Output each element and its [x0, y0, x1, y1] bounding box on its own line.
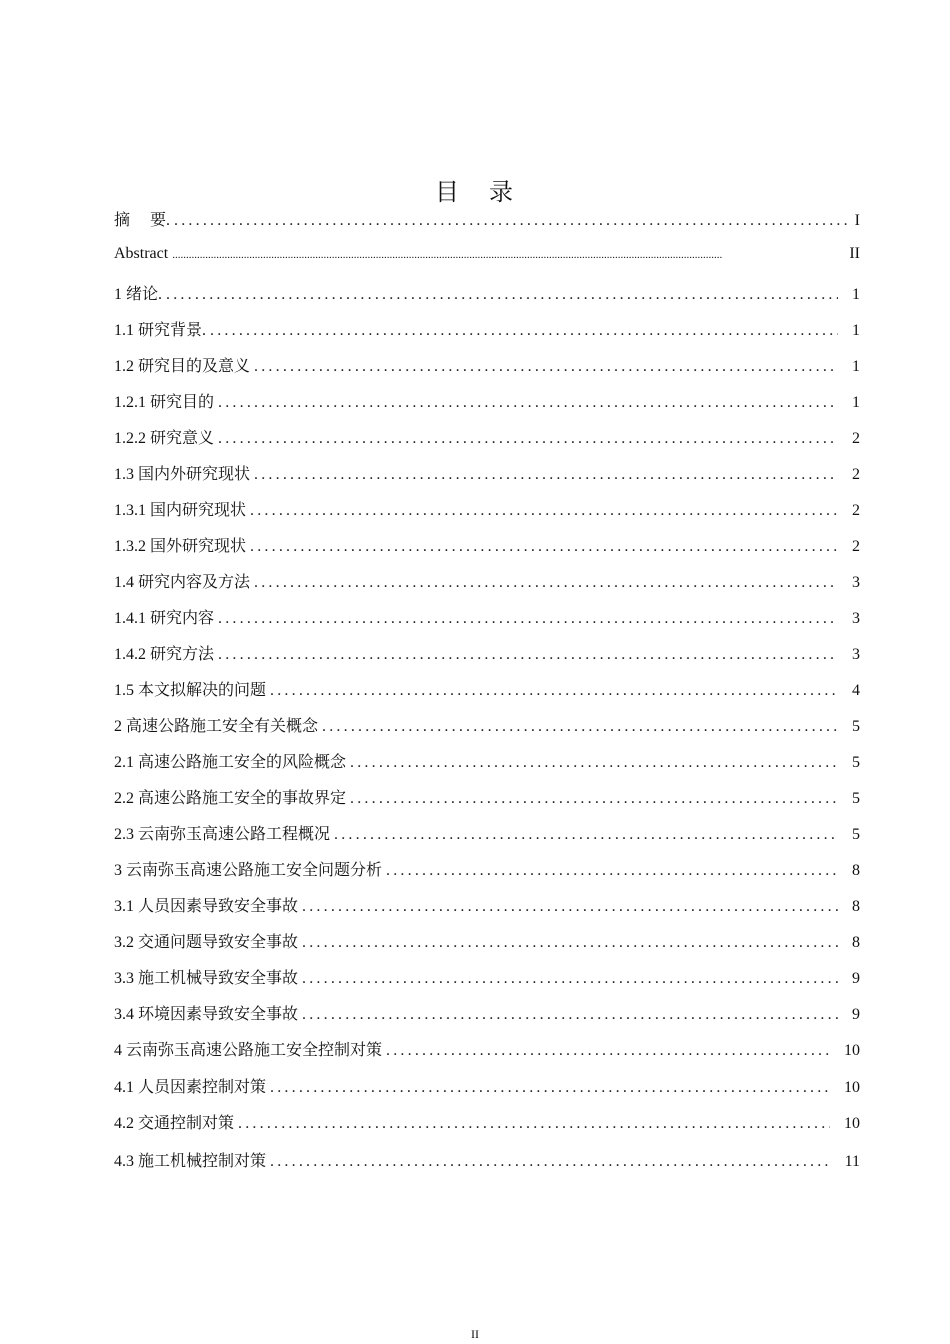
toc-entry-page: 8 — [852, 862, 860, 879]
toc-entry-label: 1.5 本文拟解决的问题 — [114, 682, 267, 699]
dot-leader — [250, 502, 838, 520]
toc-entry[interactable] — [114, 785, 860, 808]
toc-entry[interactable] — [114, 1037, 860, 1060]
toc-entry[interactable] — [114, 749, 860, 772]
toc-entry-page: 5 — [852, 718, 860, 735]
title-char-1: 目 — [435, 178, 461, 206]
toc-entry[interactable] — [114, 389, 860, 412]
dot-leader — [302, 970, 838, 988]
toc-entry[interactable] — [114, 533, 860, 556]
toc-entry-label: 3.2 交通问题导致安全事故 — [114, 934, 299, 951]
dot-leader — [270, 682, 838, 700]
dot-leader — [302, 934, 838, 952]
toc-entry-label: 1.3.1 国内研究现状 — [114, 502, 247, 519]
toc-entry-page: 2 — [852, 538, 860, 555]
dot-leader — [166, 286, 838, 304]
toc-entry-label: 4 云南弥玉高速公路施工安全控制对策 — [114, 1042, 383, 1059]
toc-entry-page: 3 — [852, 574, 860, 591]
page-title — [0, 172, 950, 207]
dot-leader — [254, 574, 838, 592]
toc-entry-page: 1 — [852, 286, 860, 303]
toc-entry[interactable] — [114, 207, 860, 230]
toc-entry-page: 8 — [852, 934, 860, 951]
toc-entry-label: 3 云南弥玉高速公路施工安全问题分析 — [114, 862, 383, 879]
dot-leader — [250, 538, 838, 556]
dot-leader — [386, 862, 838, 880]
toc-entry[interactable] — [114, 965, 860, 988]
toc-entry[interactable] — [114, 461, 860, 484]
toc-entry[interactable] — [114, 569, 860, 592]
dot-leader — [302, 1006, 838, 1024]
toc-entry-label: 1.4.2 研究方法 — [114, 646, 215, 663]
dot-leader — [334, 826, 838, 844]
toc-entry-page: 10 — [844, 1042, 860, 1059]
dot-leader — [218, 610, 838, 628]
toc-entry-page: I — [854, 212, 860, 229]
toc-entry-page: 10 — [844, 1115, 860, 1132]
toc-entry-label: 4.3 施工机械控制对策 — [114, 1153, 267, 1170]
toc-entry-page: 11 — [844, 1153, 860, 1170]
dot-leader — [172, 249, 843, 261]
dot-leader — [322, 718, 838, 736]
toc-entry-label: 1.2 研究目的及意义 — [114, 358, 251, 375]
toc-entry-page: II — [849, 245, 860, 262]
toc-entry[interactable] — [114, 353, 860, 376]
toc-entry-page: 5 — [852, 826, 860, 843]
toc-entry[interactable] — [114, 713, 860, 736]
toc-entry[interactable] — [114, 1001, 860, 1024]
dot-leader — [254, 466, 838, 484]
dot-leader — [350, 754, 838, 772]
toc-entry[interactable] — [114, 497, 860, 520]
toc-entry-page: 3 — [852, 610, 860, 627]
dot-leader — [218, 394, 838, 412]
toc-entry-page: 3 — [852, 646, 860, 663]
dot-leader — [302, 898, 838, 916]
toc-entry-page: 9 — [852, 1006, 860, 1023]
toc-entry-page: 2 — [852, 502, 860, 519]
toc-entry-page: 1 — [852, 394, 860, 411]
toc-entry-label: 3.3 施工机械导致安全事故 — [114, 970, 299, 987]
toc-entry[interactable] — [114, 641, 860, 664]
toc-entry-label: 3.1 人员因素导致安全事故 — [114, 898, 299, 915]
toc-entry-page: 1 — [852, 322, 860, 339]
toc-entry-page: 1 — [852, 358, 860, 375]
toc-entry[interactable] — [114, 1074, 860, 1097]
toc-entry[interactable] — [114, 677, 860, 700]
toc-entry-label: 1.2.2 研究意义 — [114, 430, 215, 447]
dot-leader — [174, 212, 849, 230]
title-char-2: 录 — [489, 178, 515, 206]
toc-entry-label: 4.2 交通控制对策 — [114, 1115, 235, 1132]
toc-entry-page: 5 — [852, 754, 860, 771]
toc-entry-label: 1.4.1 研究内容 — [114, 610, 215, 627]
toc-entry[interactable] — [114, 893, 860, 916]
toc-entry-page: 4 — [852, 682, 860, 699]
toc-entry-label: 摘 要. — [114, 212, 171, 229]
dot-leader — [218, 430, 838, 448]
toc-entry[interactable] — [114, 1110, 860, 1133]
toc-entry-page: 2 — [852, 430, 860, 447]
toc-entry-label: 4.1 人员因素控制对策 — [114, 1079, 267, 1096]
dot-leader — [254, 358, 838, 376]
toc-entry-label: 1.2.1 研究目的 — [114, 394, 215, 411]
toc-entry-page: 2 — [852, 466, 860, 483]
toc-entry-label: 1.3.2 国外研究现状 — [114, 538, 247, 555]
toc-entry[interactable] — [114, 1148, 860, 1171]
toc-entry[interactable] — [114, 821, 860, 844]
toc-entry[interactable] — [114, 425, 860, 448]
toc-entry-label: 1.3 国内外研究现状 — [114, 466, 251, 483]
toc-entry-label: 1.4 研究内容及方法 — [114, 574, 251, 591]
dot-leader — [210, 322, 838, 340]
dot-leader — [350, 790, 838, 808]
toc-entry-label: 2 高速公路施工安全有关概念 — [114, 718, 319, 735]
dot-leader — [270, 1153, 831, 1171]
footer-page-number: II — [471, 1327, 479, 1341]
toc-entry[interactable] — [114, 245, 860, 263]
toc-entry-page: 10 — [844, 1079, 860, 1096]
toc-entry-page: 5 — [852, 790, 860, 807]
toc-entry[interactable] — [114, 857, 860, 880]
toc-entry-label: 1.1 研究背景. — [114, 322, 207, 339]
toc-entry-page: 8 — [852, 898, 860, 915]
toc-entry-page: 9 — [852, 970, 860, 987]
toc-entry[interactable] — [114, 605, 860, 628]
toc-entry[interactable] — [114, 317, 860, 340]
toc-entry[interactable] — [114, 281, 860, 304]
toc-entry[interactable] — [114, 929, 860, 952]
toc-entry-label: Abstract — [114, 245, 169, 262]
toc-entry-label: 2.3 云南弥玉高速公路工程概况 — [114, 826, 331, 843]
toc-entry-label: 2.2 高速公路施工安全的事故界定 — [114, 790, 347, 807]
dot-leader — [270, 1079, 830, 1097]
dot-leader — [386, 1042, 830, 1060]
dot-leader — [238, 1115, 830, 1133]
toc-entry-label: 2.1 高速公路施工安全的风险概念 — [114, 754, 347, 771]
toc-entry-label: 1 绪论. — [114, 286, 163, 303]
toc-entry-label: 3.4 环境因素导致安全事故 — [114, 1006, 299, 1023]
dot-leader — [218, 646, 838, 664]
